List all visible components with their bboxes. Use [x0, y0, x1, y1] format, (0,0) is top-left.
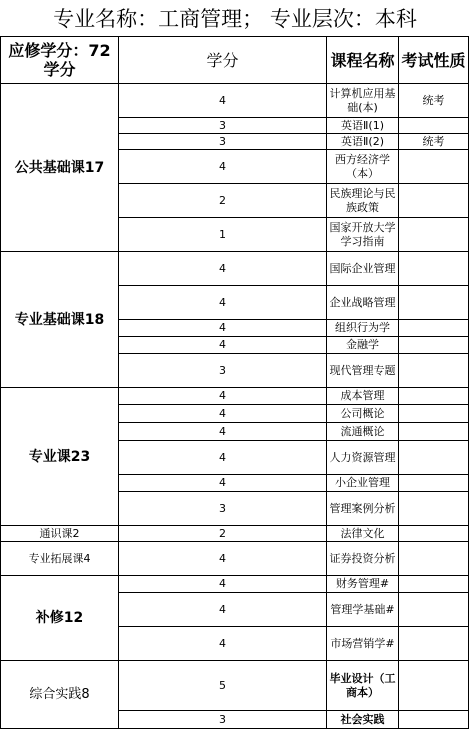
credit-cell: 5 — [119, 661, 327, 711]
course-name-cell: 英语Ⅱ(2) — [327, 134, 399, 150]
course-name-cell: 管理学基础# — [327, 593, 399, 627]
exam-type-cell — [399, 150, 469, 184]
course-name-cell: 财务管理# — [327, 576, 399, 593]
credit-cell: 4 — [119, 576, 327, 593]
course-name-cell: 英语Ⅱ(1) — [327, 118, 399, 134]
exam-type-cell — [399, 354, 469, 388]
course-name-cell: 现代管理专题 — [327, 354, 399, 388]
curriculum-table — [0, 36, 469, 729]
credit-cell: 4 — [119, 405, 327, 423]
credit-cell: 3 — [119, 492, 327, 526]
exam-type-cell — [399, 576, 469, 593]
credit-cell: 4 — [119, 475, 327, 492]
course-name-cell: 西方经济学（本） — [327, 150, 399, 184]
exam-type-cell — [399, 593, 469, 627]
exam-type-cell — [399, 526, 469, 542]
course-name-cell: 市场营销学# — [327, 627, 399, 661]
credit-cell: 2 — [119, 184, 327, 218]
credit-cell: 4 — [119, 423, 327, 441]
course-name-cell: 证券投资分析 — [327, 542, 399, 576]
course-name-cell: 小企业管理 — [327, 475, 399, 492]
category-cell: 专业拓展课4 — [1, 542, 119, 576]
table-row — [1, 576, 469, 593]
credit-cell: 1 — [119, 218, 327, 252]
page-title: 专业名称：工商管理； 专业层次：本科 — [53, 7, 417, 31]
table-row — [1, 542, 469, 576]
exam-type-cell — [399, 405, 469, 423]
credit-cell: 3 — [119, 711, 327, 729]
course-name-cell: 法律文化 — [327, 526, 399, 542]
course-name-cell: 人力资源管理 — [327, 441, 399, 475]
exam-type-cell — [399, 118, 469, 134]
course-name-cell: 组织行为学 — [327, 320, 399, 337]
course-name-cell: 公司概论 — [327, 405, 399, 423]
table-row — [1, 252, 469, 286]
exam-type-cell — [399, 475, 469, 492]
exam-type-cell — [399, 423, 469, 441]
category-cell: 专业基础课18 — [1, 252, 119, 388]
credit-cell: 4 — [119, 252, 327, 286]
credit-cell: 2 — [119, 526, 327, 542]
category-cell: 通识课2 — [1, 526, 119, 542]
course-name-cell: 计算机应用基础(本) — [327, 84, 399, 118]
exam-type-cell — [399, 286, 469, 320]
course-name-cell: 流通概论 — [327, 423, 399, 441]
category-cell: 综合实践8 — [1, 661, 119, 729]
course-name-cell: 管理案例分析 — [327, 492, 399, 526]
exam-type-cell: 统考 — [399, 84, 469, 118]
course-name-cell: 企业战略管理 — [327, 286, 399, 320]
credit-cell: 4 — [119, 627, 327, 661]
credit-cell: 3 — [119, 118, 327, 134]
course-name-cell: 毕业设计（工商本） — [327, 661, 399, 711]
course-name-cell: 国家开放大学学习指南 — [327, 218, 399, 252]
course-name-cell: 国际企业管理 — [327, 252, 399, 286]
credit-cell: 4 — [119, 84, 327, 118]
credit-cell: 3 — [119, 134, 327, 150]
table-header-row — [1, 37, 469, 84]
exam-type-cell — [399, 218, 469, 252]
exam-type-cell — [399, 661, 469, 711]
table-row — [1, 526, 469, 542]
exam-type-cell — [399, 252, 469, 286]
category-cell: 补修12 — [1, 576, 119, 661]
exam-type-cell — [399, 388, 469, 405]
category-cell: 公共基础课17 — [1, 84, 119, 252]
credit-cell: 4 — [119, 320, 327, 337]
exam-type-cell — [399, 542, 469, 576]
credit-cell: 4 — [119, 593, 327, 627]
course-name-cell: 社会实践 — [327, 711, 399, 729]
credit-cell: 4 — [119, 337, 327, 354]
header-required-credits: 应修学分：72学分 — [1, 37, 119, 84]
credit-cell: 4 — [119, 542, 327, 576]
course-name-cell: 成本管理 — [327, 388, 399, 405]
exam-type-cell — [399, 320, 469, 337]
header-course-name: 课程名称 — [327, 37, 399, 84]
credit-cell: 4 — [119, 286, 327, 320]
table-row — [1, 388, 469, 405]
exam-type-cell — [399, 184, 469, 218]
exam-type-cell — [399, 337, 469, 354]
exam-type-cell — [399, 627, 469, 661]
credit-cell: 4 — [119, 388, 327, 405]
category-cell: 专业课23 — [1, 388, 119, 526]
table-row — [1, 84, 469, 118]
exam-type-cell — [399, 441, 469, 475]
credit-cell: 4 — [119, 441, 327, 475]
course-name-cell: 金融学 — [327, 337, 399, 354]
header-exam-type: 考试性质 — [399, 37, 469, 84]
credit-cell: 3 — [119, 354, 327, 388]
exam-type-cell — [399, 492, 469, 526]
exam-type-cell — [399, 711, 469, 729]
exam-type-cell: 统考 — [399, 134, 469, 150]
course-name-cell: 民族理论与民族政策 — [327, 184, 399, 218]
header-credit: 学分 — [119, 37, 327, 84]
table-body — [1, 84, 469, 729]
credit-cell: 4 — [119, 150, 327, 184]
table-row — [1, 661, 469, 711]
